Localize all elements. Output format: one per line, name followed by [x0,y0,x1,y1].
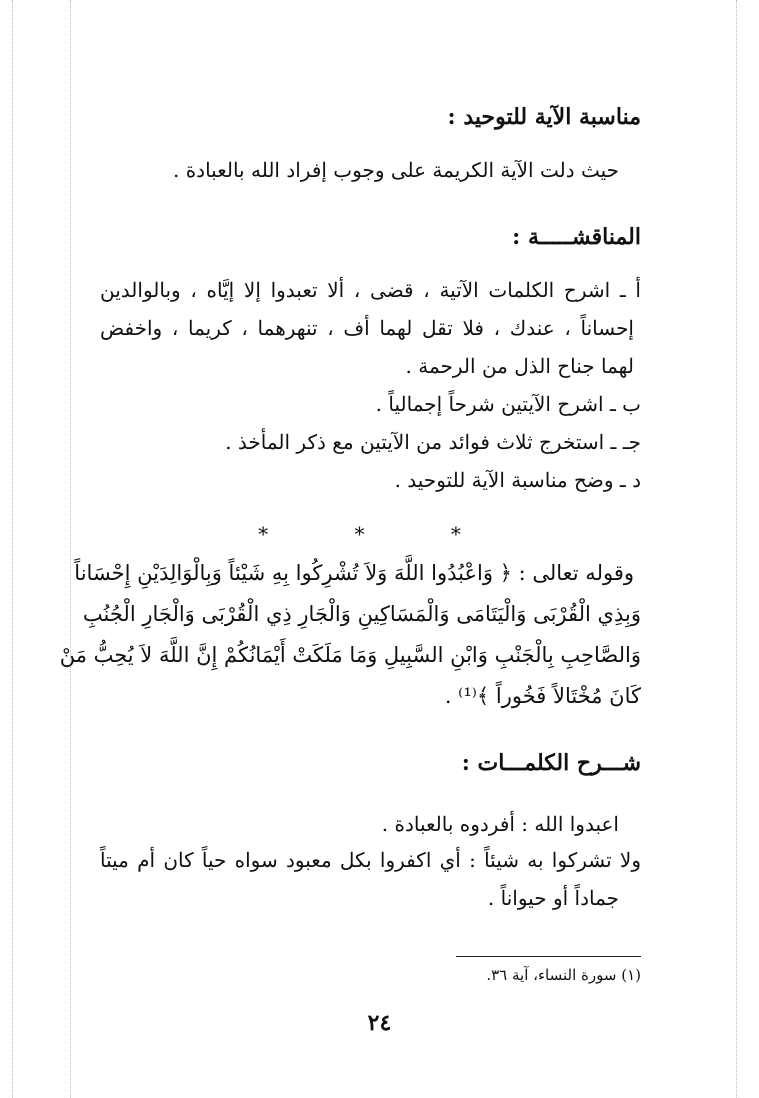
relevance-text: حيث دلت الآية الكريمة على وجوب إفراد الله بالعبادة . [172,158,619,182]
verse-line4: كَانَ مُخْتَالاً فَخُوراً ﴾⁽¹⁾ . [444,684,641,708]
discussion-item-c: جـ ـ استخرج ثلاث فوائد من الآيتين مع ذكر المأخذ . [225,430,641,454]
section-heading-words: شـــرح الكلمـــات : [461,750,641,776]
verse-line2: وَبِذِي الْقُرْبَى وَالْيَتَامَى وَالْمَسَاكِينِ وَالْجَارِ ذِي الْقُرْبَى وَالْجَارِ الْجُنُبِ [82,602,641,626]
scan-edge-line [12,0,13,1098]
word-entry-2-line1: ولا تشركوا به شيئاً : أي اكفروا بكل معبود سواه حياً كان أم ميتاً [100,848,641,872]
page-number: ٢٤ [367,1010,392,1036]
discussion-item-b: ب ـ اشرح الآيتين شرحاً إجمالياً . [375,392,641,416]
scan-edge-line [736,0,737,1098]
verse-line3: وَالصَّاحِبِ بِالْجَنْبِ وَابْنِ السَّبِيلِ وَمَا مَلَكَتْ أَيْمَانُكُمْ إِنَّ اللَّهَ لاَ يُحِبُّ مَنْ [59,643,641,667]
section-separator: * * * [258,522,501,546]
discussion-item-a-line2: إحساناً ، عندك ، فلا تقل لهما أف ، تنهرهما ، كريما ، واخفض [100,316,634,340]
section-heading-discussion: المناقشـــــة : [512,224,641,250]
discussion-item-d: د ـ وضح مناسبة الآية للتوحيد . [394,468,641,492]
footnote: (١) سورة النساء، آية ٣٦. [486,966,641,984]
discussion-item-a-line1: أ ـ اشرح الكلمات الآتية ، قضى ، ألا تعبدوا إلا إيَّاه ، وبالوالدين [100,278,641,302]
section-heading-relevance: مناسبة الآية للتوحيد : [447,104,641,130]
word-entry-2-line2: جماداً أو حيواناً . [487,886,619,910]
verse-line1: وقوله تعالى : ﴿ وَاعْبُدُوا اللَّهَ وَلاَ تُشْرِكُوا بِهِ شَيْئاً وَبِالْوَالِدَيْنِ إِحْسَاناً [74,561,634,585]
scan-edge-line [70,0,71,1098]
word-entry-1: اعبدوا الله : أفردوه بالعبادة . [381,812,619,836]
discussion-item-a-line3: لهما جناح الذل من الرحمة . [405,354,634,378]
footnote-rule [456,956,641,957]
